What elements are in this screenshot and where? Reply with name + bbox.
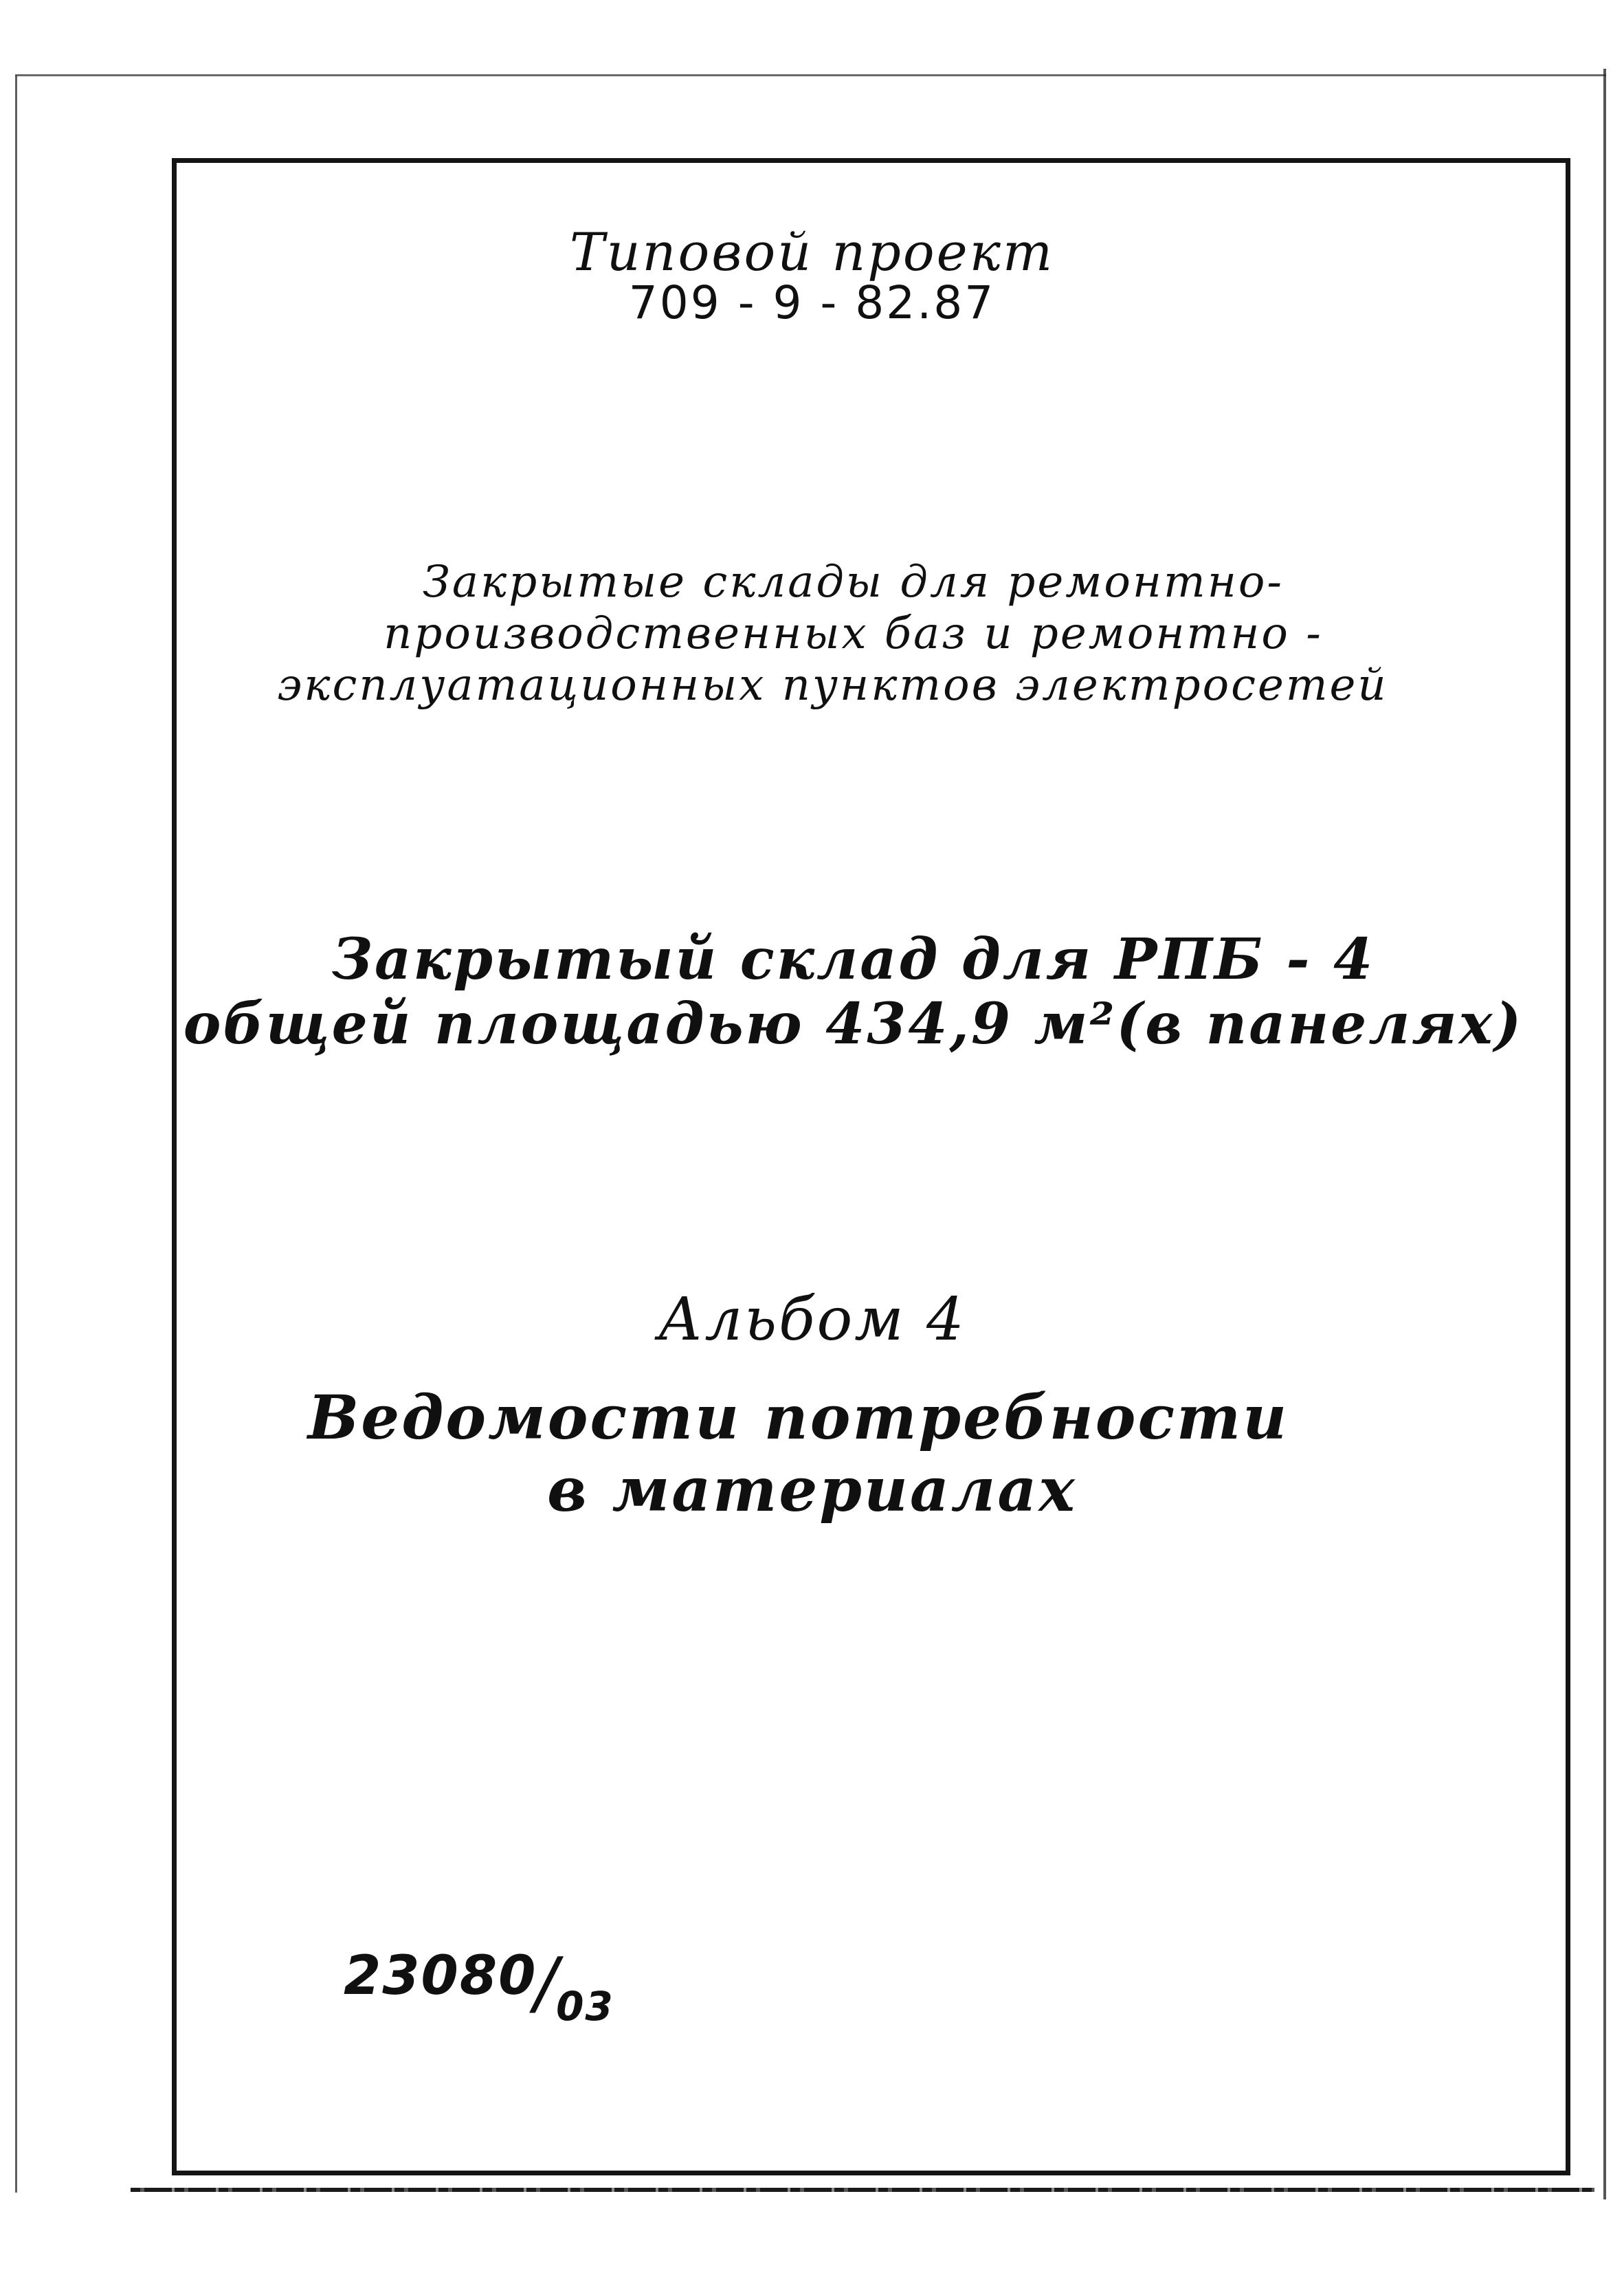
- outer-sheet-edge-top: [15, 74, 1606, 76]
- inventory-number-main: 23080: [344, 1945, 537, 2007]
- album-label: Альбом 4: [658, 1285, 966, 1354]
- series-title-line-1: Закрытые склады для ремонтно-: [423, 557, 1284, 608]
- series-title-line-2: производственных баз и ремонтно -: [383, 608, 1323, 659]
- outer-sheet-edge-right: [1603, 69, 1606, 2199]
- outer-sheet-edge-bottom: [131, 2188, 1594, 2192]
- inventory-number-separator: /: [534, 1942, 559, 2023]
- inventory-number-suffix: 03: [556, 1983, 614, 2030]
- album-subtitle-line-1: Ведомости потребности: [307, 1382, 1289, 1453]
- drawing-frame: [172, 158, 1570, 2175]
- project-type-title: Типовой проект: [569, 221, 1055, 282]
- project-code: 709 - 9 - 82.87: [628, 276, 996, 329]
- series-title-line-3: эксплуатационных пунктов электросетей: [277, 660, 1388, 711]
- outer-sheet-edge-left: [15, 76, 17, 2193]
- inventory-number: [344, 1930, 614, 2030]
- object-title-line-2: общей площадью 434,9 м²(в панелях): [183, 991, 1524, 1057]
- album-subtitle-line-2: в материалах: [547, 1454, 1077, 1525]
- object-title-line-1: Закрытый склад для РПБ - 4: [331, 927, 1375, 993]
